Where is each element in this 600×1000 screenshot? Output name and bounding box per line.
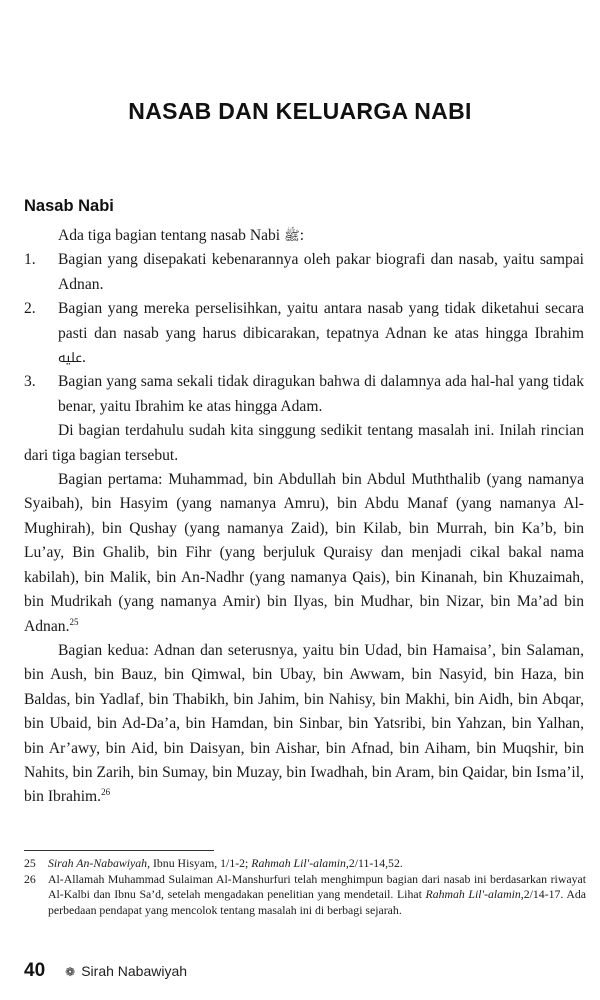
list-text: Bagian yang disepakati kebenarannya oleh pakar biografi dan nasab, yaitu sampai Adnan. [58,251,584,293]
footnote-ref-26[interactable]: 26 [101,787,111,798]
alaihis-salam-icon: ﷷ [58,350,82,366]
intro-text: Ada tiga bagian tentang nasab Nabi [58,227,281,244]
footnote-25 [24,856,586,872]
page-footer [24,960,187,982]
footnotes [24,856,586,918]
footnote-ref-25[interactable]: 25 [69,616,79,627]
footnote-text: ,2/14-17. Ada perbedaan pendapat yang mencolok tentang masalah ini di berbagi sejarah. [48,887,586,917]
footnote-text: ,2/11-14,52. [345,856,403,870]
list-number: 3. [24,373,36,391]
list-number: 1. [24,251,36,269]
paragraph-rincian: Di bagian terdahulu sudah kita singgung sedikit tentang masalah ini. Inilah rincian dari tiga bagian tersebut. [24,422,584,464]
footnote-number: 25 [24,856,36,870]
paragraph-text: Bagian kedua: Adnan dan seterusnya, yaitu bin Udad, bin Hamaisa’, bin Salaman, bin Aush, bin Bauz, bin Qimwal, bin Ubay, bin Awwam, bin Nasyid, bin Haza, bin Baldas, bin Yadlaf, bin Thabikh, bin Jahim, bin Nahisy, bin Makhi, bin Aidh, bin Abqar, bin Ubaid, bin Ad-Da’a, bin Hamdan, bin Sinbar, bin Yatsribi, bin Yahzan, bin Yalhan, bin Ar’awy, bin Aid, bin Daisyan, bin Aishar, bin Afnad, bin Aiham, bin Muqshir, bin Nahits, bin Zarih, bin Sumay, bin Muzay, bin Iwadhah, bin Aram, bin Qaidar, bin Isma’il, bin Ibrahim. [24,641,584,806]
list-item [24,248,584,297]
list-item [24,370,584,419]
list-item [24,297,584,370]
footnote-text: Al-Allamah Muhammad Sulaiman Al-Manshurfuri telah menghimpun bagian dari nasab ini berdasarkan riwayat Al-Kalbi dan Ibnu Sa’d, setelah mengadakan penelitian yang mendetail. Lihat [48,871,586,901]
footnote-source-title: Rahmah Lil'-alamin [425,887,521,901]
intro-colon: : [299,227,305,244]
chapter-title: NASAB DAN KELUARGA NABI [128,98,472,124]
list-text: Bagian yang mereka perselisihkan, yaitu antara nasab yang tidak diketahui secara pasti dan nasab yang harus dibicarakan, tepatnya Adnan ke atas hingga Ibrahim [58,300,584,342]
list-text-end: . [82,349,86,367]
book-title: Sirah Nabawiyah [81,963,188,979]
list-number: 2. [24,300,36,318]
footnote-text: , Ibnu Hisyam, 1/1-2; [147,856,252,870]
body-text [24,224,584,810]
footnote-divider [24,850,214,851]
section-title: Nasab Nabi [24,197,114,215]
footnote-source-title: Rahmah Lil'-alamin [251,856,346,870]
flower-icon: ❁ [65,965,76,979]
list-text: Bagian yang sama sekali tidak diragukan bahwa di dalamnya ada hal-hal yang tidak benar, yaitu Ibrahim ke atas hingga Adam. [58,373,584,415]
footnote-source-title: Sirah An-Nabawiyah [48,856,148,870]
footnote-26 [24,872,586,919]
paragraph-bagian-pertama [24,468,584,639]
paragraph-bagian-kedua [24,639,584,810]
page-number: 40 [24,960,46,981]
footnote-number: 26 [24,871,36,886]
nasab-list [24,248,584,419]
intro-paragraph [24,224,584,248]
salawat-icon: ﷺ [284,228,300,243]
paragraph-text: Bagian pertama: Muhammad, bin Abdullah bin Abdul Muththalib (yang namanya Syaibah), bin Hasyim (yang namanya Amru), bin Abdu Manaf (yang namanya Al-Mughirah), bin Qushay (yang namanya Zaid), bin Kilab, bin Murrah, bin Ka’b, bin Lu’ay, Bin Ghalib, bin Fihr (yang berjuluk Quraisy dan menjadi cikal bakal nama kabilah), bin Malik, bin An-Nadhr (yang namanya Qais), bin Kinanah, bin Khuzaimah, bin Mudrikah (yang namanya Amir) bin Ilyas, bin Mudhar, bin Nizar, bin Ma’ad bin Adnan. [24,471,584,635]
